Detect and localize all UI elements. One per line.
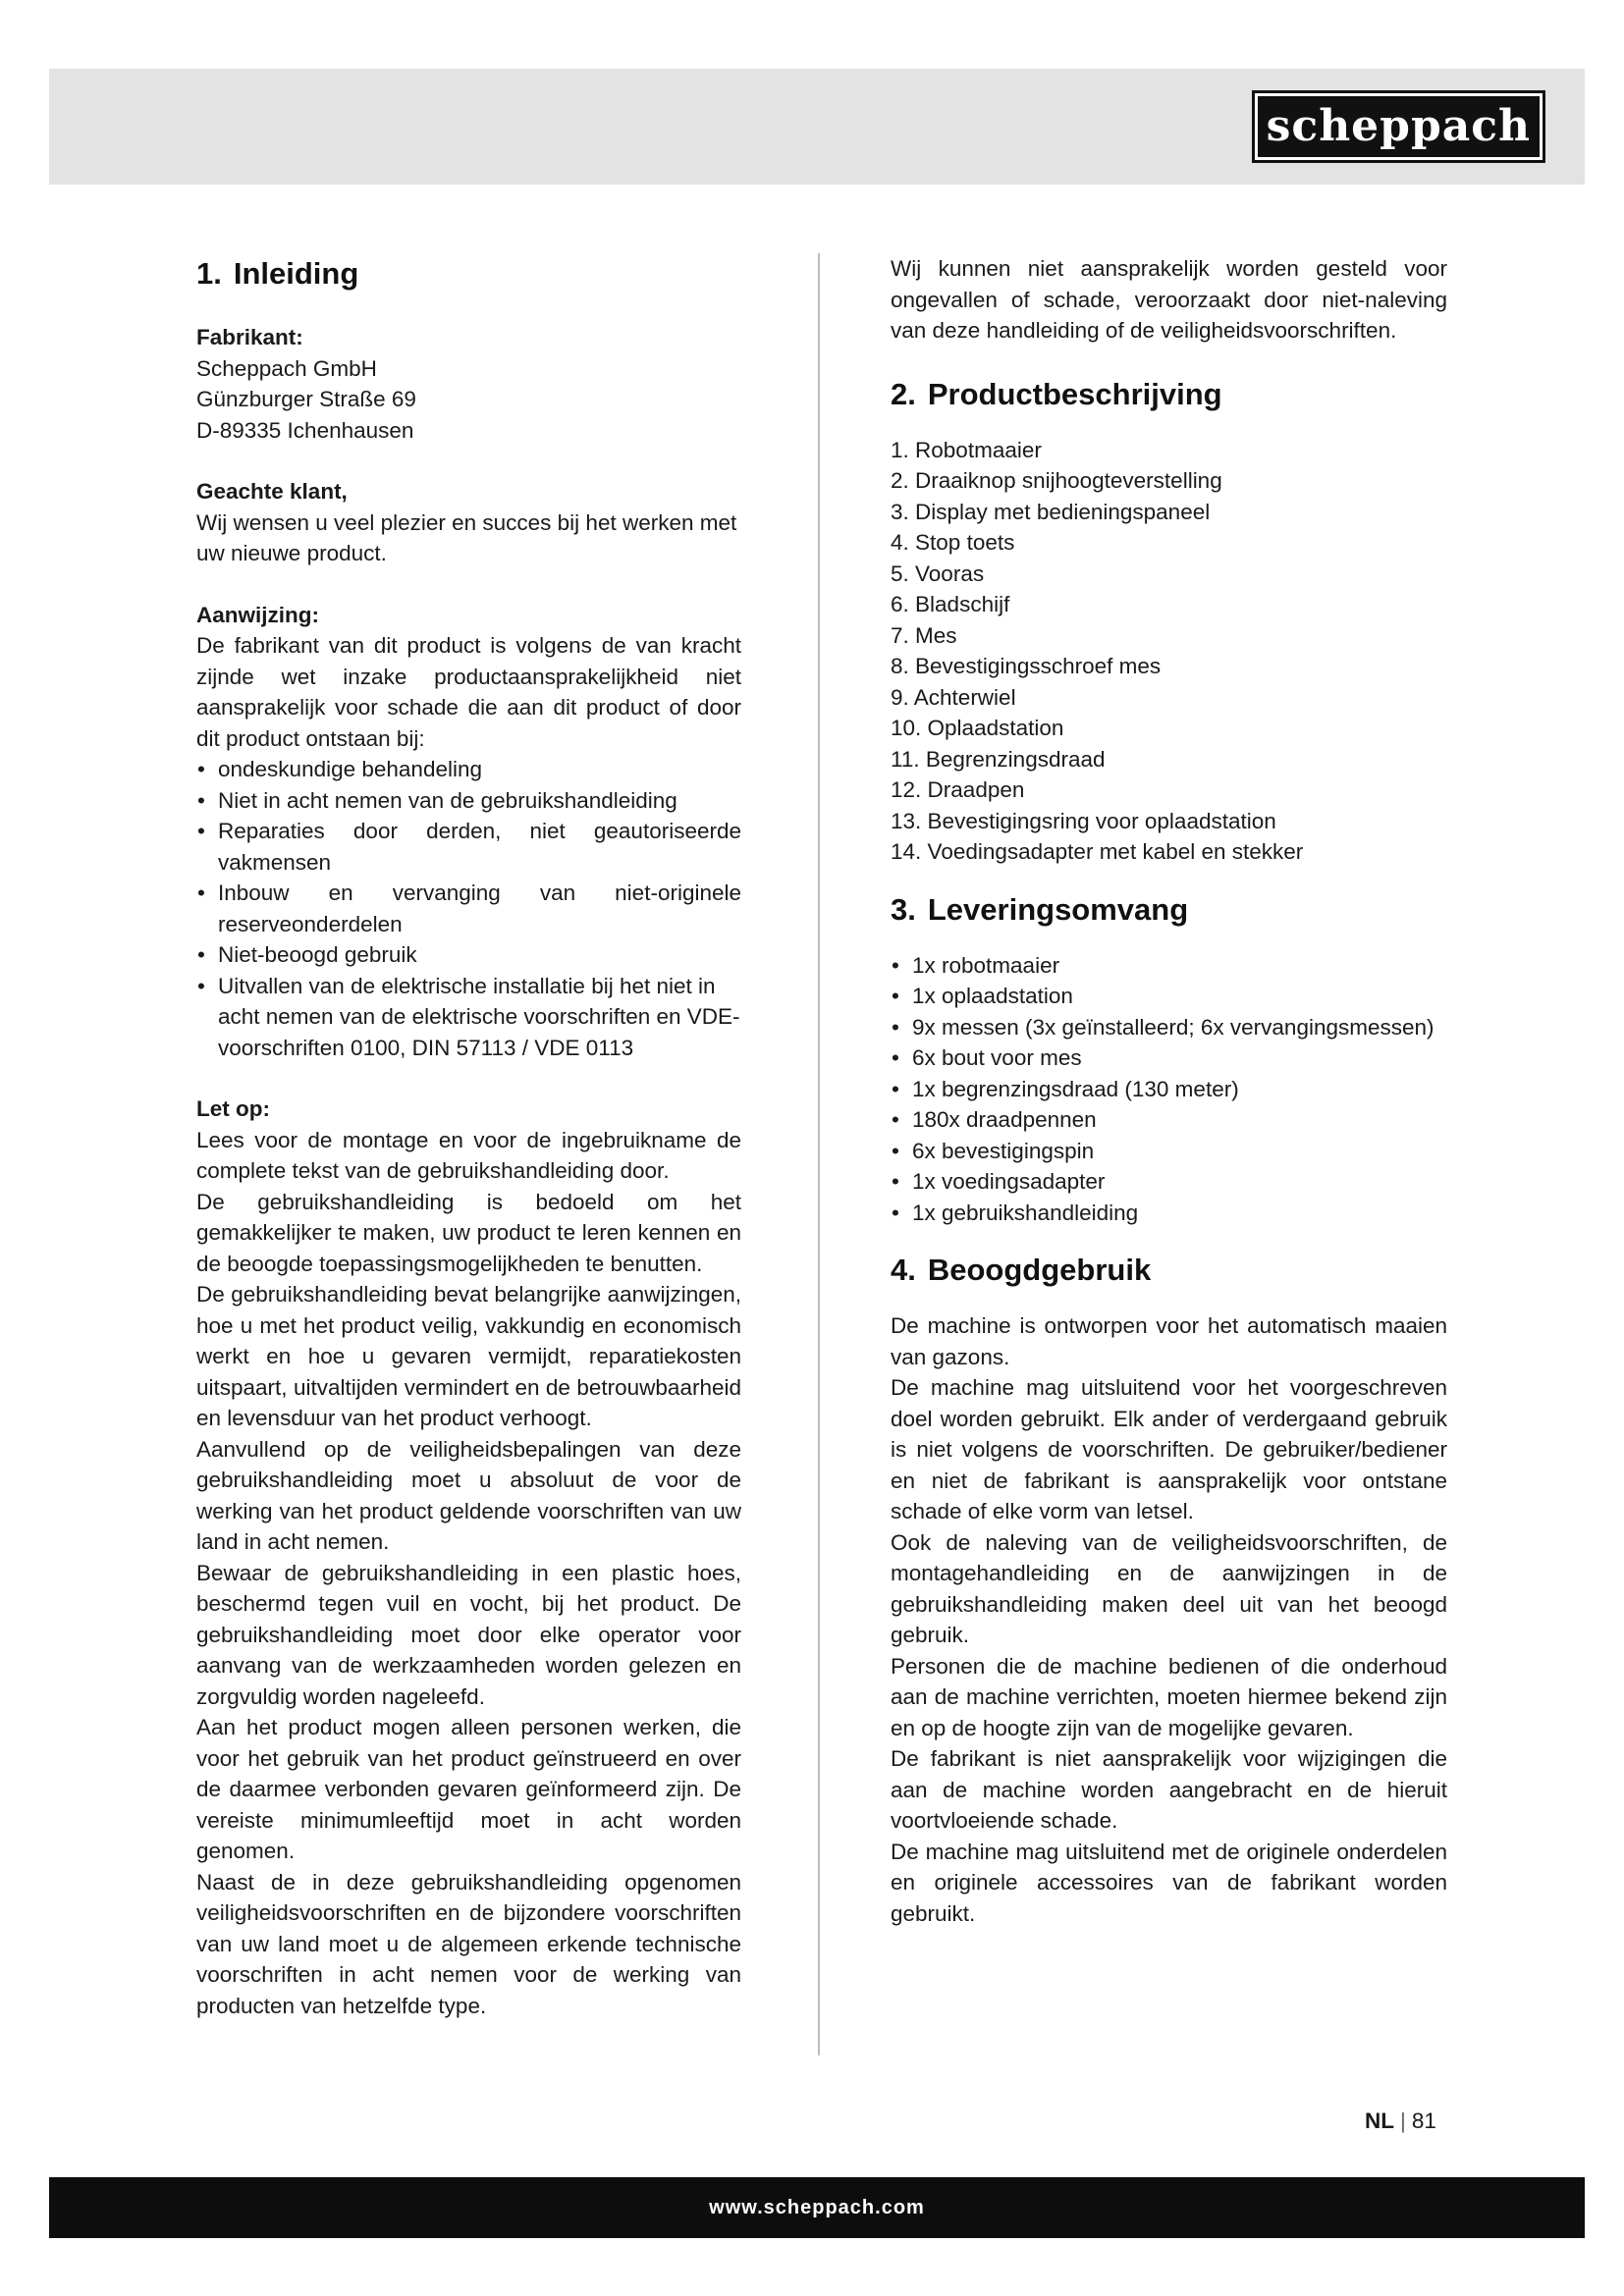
list-item	[891, 559, 1447, 590]
delivery-list	[891, 950, 1447, 1229]
page-separator: |	[1400, 2109, 1406, 2133]
footer-band	[49, 2177, 1585, 2238]
section-title: Inleiding	[233, 256, 359, 291]
aanwijzing-label: Aanwijzing:	[196, 602, 319, 627]
list-item	[891, 774, 1447, 806]
left-column	[196, 253, 741, 2021]
aanwijzing-text: De fabrikant van dit product is volgens de van kracht zijnde wet inzake productaansprakelijkheid niet aansprakelijk voor schade die aan dit product of door dit product ontstaan bij:	[196, 633, 741, 751]
list-item: • 9x messen (3x geïnstalleerd; 6x vervangingsmessen)	[891, 1012, 1447, 1043]
item-number: 11.	[891, 746, 920, 772]
section-number: 2.	[891, 376, 916, 411]
list-item: • Niet-beoogd gebruik	[196, 939, 741, 971]
item-number: 12.	[891, 777, 922, 802]
item-label: Bevestigingsschroef mes	[915, 654, 1162, 678]
list-item	[891, 620, 1447, 652]
product-parts-list	[891, 435, 1447, 868]
use-paragraph: De machine is ontworpen voor het automatisch maaien van gazons.	[891, 1313, 1447, 1369]
list-item	[891, 497, 1447, 528]
item-label: Draaiknop snijhoogteverstelling	[915, 468, 1222, 493]
list-item: • 6x bout voor mes	[891, 1042, 1447, 1074]
language-code: NL	[1365, 2109, 1394, 2133]
item-label: Vooras	[915, 561, 985, 586]
list-item	[891, 527, 1447, 559]
section-heading-inleiding	[196, 253, 741, 294]
item-number: 13.	[891, 808, 922, 833]
list-item: • Reparaties door derden, niet geautoriseerde vakmensen	[196, 816, 741, 878]
use-paragraph: De fabrikant is niet aansprakelijk voor wijzigingen die aan de machine worden aangebracht en de hieruit voortvloeiende schade.	[891, 1746, 1447, 1833]
item-label: Bladschijf	[915, 592, 1010, 616]
section-title: Beoogdgebruik	[927, 1253, 1152, 1287]
item-number: 2.	[891, 468, 909, 493]
item-label: Voedingsadapter met kabel en stekker	[927, 839, 1304, 864]
item-number: 3.	[891, 499, 909, 524]
aanwijzing-list	[196, 754, 741, 1063]
list-item	[891, 713, 1447, 744]
item-label: Mes	[915, 622, 957, 648]
item-number: 14.	[891, 839, 922, 864]
list-item	[891, 589, 1447, 620]
list-item	[891, 836, 1447, 868]
section-heading-leveringsomvang	[891, 889, 1447, 931]
brand-logo: scheppach	[1252, 90, 1545, 163]
letop-paragraph: De gebruikshandleiding is bedoeld om het gemakkelijker te maken, uw product te leren kennen en de beoogde toepassingsmogelijkheden te benutten.	[196, 1189, 741, 1276]
klant-label: Geachte klant,	[196, 479, 348, 504]
item-label: Begrenzingsdraad	[925, 746, 1106, 772]
footer-url: www.scheppach.com	[709, 2196, 925, 2218]
klant-text: Wij wensen u veel plezier en succes bij het werken met uw nieuwe product.	[196, 509, 737, 565]
item-number: 8.	[891, 654, 909, 678]
letop-paragraph: De gebruikshandleiding bevat belangrijke aanwijzingen, hoe u met het product veilig, vakkundig en economisch werkt en hoe u gevaren vermijdt, reparatiekosten uitspaart, uitvaltijden vermindert en de betrouwbaarheid en levensduur van het product verhoogt.	[196, 1282, 741, 1430]
letop-paragraph: Naast de in deze gebruikshandleiding opgenomen veiligheidsvoorschriften en de bijzondere voorschriften van uw land moet u de algemeen erkende technische voorschriften in acht nemen voor de werking van producten van hetzelfde type.	[196, 1869, 741, 2018]
section-title: Productbeschrijving	[927, 376, 1222, 411]
item-label: Display met bedieningspaneel	[915, 499, 1211, 524]
use-paragraph: De machine mag uitsluitend voor het voorgeschreven doel worden gebruikt. Elk ander of verdergaand gebruik is niet volgens de voorschriften. De gebruiker/bediener en niet de fabrikant is aansprakelijk voor ontstane schade of elke vorm van letsel.	[891, 1375, 1447, 1523]
section-number: 1.	[196, 256, 222, 291]
list-item: • 1x voedingsadapter	[891, 1166, 1447, 1198]
item-number: 10.	[891, 716, 922, 740]
list-item: • 1x oplaadstation	[891, 981, 1447, 1012]
section-heading-beoogdgebruik	[891, 1250, 1447, 1291]
list-item: • Inbouw en vervanging van niet-originele reserveonderdelen	[196, 878, 741, 939]
column-divider	[818, 253, 820, 2056]
use-paragraph: De machine mag uitsluitend met de originele onderdelen en originele accessoires van de fabrikant worden gebruikt.	[891, 1839, 1447, 1926]
page-number-value: 81	[1411, 2109, 1436, 2133]
right-column	[891, 253, 1447, 1929]
list-item: • Niet in acht nemen van de gebruikshandleiding	[196, 785, 741, 817]
item-number: 9.	[891, 684, 909, 710]
header-band	[49, 69, 1585, 185]
list-item: • ondeskundige behandeling	[196, 754, 741, 785]
use-paragraph: Ook de naleving van de veiligheidsvoorschriften, de montagehandleiding en de aanwijzingen in de gebruikshandleiding maken deel uit van het beoogd gebruik.	[891, 1529, 1447, 1647]
list-item	[891, 651, 1447, 682]
fabrikant-line: Günzburger Straße 69	[196, 387, 416, 411]
item-number: 7.	[891, 622, 909, 648]
list-item	[891, 806, 1447, 837]
list-item: • 1x robotmaaier	[891, 950, 1447, 982]
page-number	[1365, 2109, 1436, 2134]
item-label: Oplaadstation	[927, 716, 1064, 740]
item-label: Robotmaaier	[915, 437, 1042, 462]
item-number: 1.	[891, 437, 909, 462]
list-item	[891, 744, 1447, 775]
section-number: 4.	[891, 1253, 916, 1287]
list-item	[891, 435, 1447, 466]
section-number: 3.	[891, 891, 916, 927]
list-item: • 180x draadpennen	[891, 1104, 1447, 1136]
letop-label: Let op:	[196, 1096, 270, 1121]
list-item: • 6x bevestigingspin	[891, 1136, 1447, 1167]
list-item: • Uitvallen van de elektrische installatie bij het niet in acht nemen van de elektrische voorschriften en VDE-voorschriften 0100, DIN 57113 / VDE 0113	[196, 971, 741, 1064]
list-item: • 1x begrenzingsdraad (130 meter)	[891, 1074, 1447, 1105]
list-item	[891, 682, 1447, 714]
liability-text: Wij kunnen niet aansprakelijk worden gesteld voor ongevallen of schade, veroorzaakt door niet-naleving van deze handleiding of de veiligheidsvoorschriften.	[891, 256, 1447, 343]
section-heading-productbeschrijving	[891, 374, 1447, 415]
fabrikant-line: D-89335 Ichenhausen	[196, 417, 414, 443]
fabrikant-label: Fabrikant:	[196, 325, 303, 349]
letop-paragraph: Bewaar de gebruikshandleiding in een plastic hoes, beschermd tegen vuil en vocht, bij het product. De gebruikshandleiding moet door elke operator voor aanvang van de werkzaamheden worden gelezen en zorgvuldig worden nageleefd.	[196, 1560, 741, 1709]
item-label: Draadpen	[927, 777, 1025, 802]
letop-paragraph: Lees voor de montage en voor de ingebruikname de complete tekst van de gebruikshandleiding door.	[196, 1127, 741, 1183]
item-label: Stop toets	[915, 530, 1015, 555]
item-number: 5.	[891, 561, 909, 586]
list-item: • 1x gebruikshandleiding	[891, 1198, 1447, 1229]
item-label: Achterwiel	[913, 684, 1016, 710]
fabrikant-line: Scheppach GmbH	[196, 355, 377, 381]
section-title: Leveringsomvang	[927, 891, 1189, 927]
list-item	[891, 465, 1447, 497]
letop-paragraph: Aanvullend op de veiligheidsbepalingen van deze gebruikshandleiding moet u absoluut de voor de werking van het product geldende voorschriften van uw land in acht nemen.	[196, 1436, 741, 1554]
item-number: 4.	[891, 530, 909, 555]
item-number: 6.	[891, 592, 909, 616]
use-paragraph: Personen die de machine bedienen of die onderhoud aan de machine verrichten, moeten hiermee bekend zijn en op de hoogte zijn van de mogelijke gevaren.	[891, 1653, 1447, 1740]
letop-paragraph: Aan het product mogen alleen personen werken, die voor het gebruik van het product geïnstrueerd en over de daarmee verbonden gevaren geïnformeerd zijn. De vereiste minimumleeftijd moet in acht worden genomen.	[196, 1715, 741, 1863]
item-label: Bevestigingsring voor oplaadstation	[927, 808, 1276, 833]
